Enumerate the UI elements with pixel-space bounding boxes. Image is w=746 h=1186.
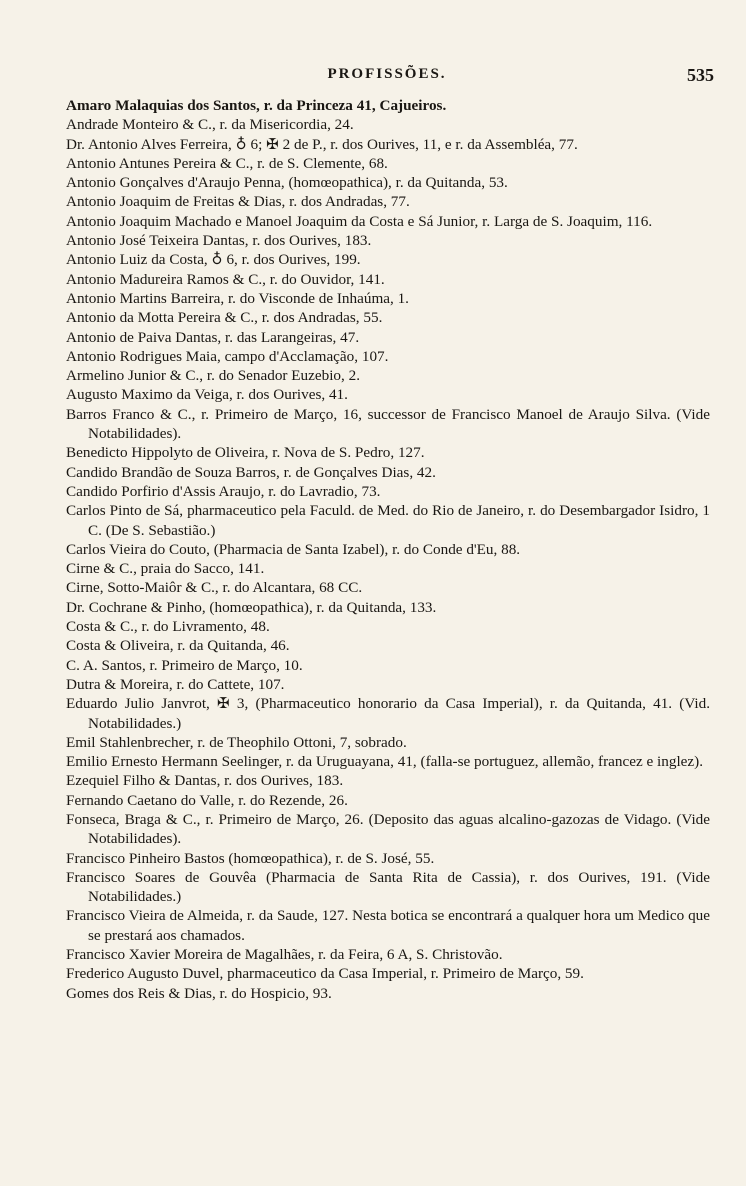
directory-entry: Antonio da Motta Pereira & C., r. dos Andradas, 55.: [66, 309, 383, 327]
directory-entry: Emilio Ernesto Hermann Seelinger, r. da Uruguayana, 41, (falla-se portuguez, allemão, francez e inglez).: [66, 753, 704, 771]
directory-entry: Antonio José Teixeira Dantas, r. dos Ourives, 183.: [66, 232, 372, 250]
directory-entry: C. A. Santos, r. Primeiro de Março, 10.: [66, 656, 303, 674]
directory-entry: Candido Porfirio d'Assis Araujo, r. do Lavradio, 73.: [66, 482, 381, 500]
directory-entry: Antonio Gonçalves d'Araujo Penna, (homœopathica), r. da Quitanda, 53.: [66, 174, 508, 192]
directory-entry: Cirne & C., praia do Sacco, 141.: [66, 560, 265, 578]
directory-entry: Emil Stahlenbrecher, r. de Theophilo Ottoni, 7, sobrado.: [66, 733, 407, 751]
directory-entry: Gomes dos Reis & Dias, r. do Hospicio, 93.: [66, 984, 332, 1002]
directory-entry: Dr. Cochrane & Pinho, (homœopathica), r. da Quitanda, 133.: [66, 598, 437, 616]
directory-entry: Carlos Pinto de Sá, pharmaceutico pela Faculd. de Med. do Rio de Janeiro, r. do Desembargador Isidro, 1 C. (De S. Sebastião.): [66, 502, 710, 539]
directory-entry: Frederico Augusto Duvel, pharmaceutico da Casa Imperial, r. Primeiro de Março, 59.: [66, 965, 584, 983]
directory-entry: Francisco Pinheiro Bastos (homœopathica), r. de S. José, 55.: [66, 849, 435, 867]
directory-entry: Amaro Malaquias dos Santos, r. da Princeza 41, Cajueiros.: [66, 97, 447, 114]
entry-list: [66, 96, 710, 1003]
page-header: [60, 66, 714, 88]
directory-entry: Dr. Antonio Alves Ferreira, ♁ 6; ✠ 2 de P., r. dos Ourives, 11, e r. da Assembléa, 77.: [66, 135, 578, 153]
directory-entry: Antonio Antunes Pereira & C., r. de S. Clemente, 68.: [66, 154, 388, 172]
directory-entry: Eduardo Julio Janvrot, ✠ 3, (Pharmaceutico honorario da Casa Imperial), r. da Quitanda, 41. (Vid. Notabilidades.): [66, 695, 710, 732]
directory-entry: Antonio Joaquim de Freitas & Dias, r. dos Andradas, 77.: [66, 193, 410, 211]
directory-entry: Antonio de Paiva Dantas, r. das Larangeiras, 47.: [66, 328, 360, 346]
directory-entry: Antonio Joaquim Machado e Manoel Joaquim da Costa e Sá Junior, r. Larga de S. Joaquim, 116.: [66, 212, 653, 230]
directory-entry: Francisco Vieira de Almeida, r. da Saude, 127. Nesta botica se encontrará a qualquer hora um Medico que se prestará aos chamados.: [66, 907, 710, 944]
directory-entry: Andrade Monteiro & C., r. da Misericordia, 24.: [66, 116, 354, 134]
page-title: PROFISSÕES.: [327, 66, 447, 82]
directory-entry: Carlos Vieira do Couto, (Pharmacia de Santa Izabel), r. do Conde d'Eu, 88.: [66, 540, 521, 558]
directory-entry: Costa & C., r. do Livramento, 48.: [66, 618, 270, 636]
directory-entry: Benedicto Hippolyto de Oliveira, r. Nova de S. Pedro, 127.: [66, 444, 425, 462]
directory-entry: Candido Brandão de Souza Barros, r. de Gonçalves Dias, 42.: [66, 463, 436, 481]
directory-entry: Armelino Junior & C., r. do Senador Euzebio, 2.: [66, 367, 361, 385]
directory-entry: Francisco Xavier Moreira de Magalhães, r. da Feira, 6 A, S. Christovão.: [66, 946, 503, 964]
directory-entry: Augusto Maximo da Veiga, r. dos Ourives, 41.: [66, 386, 348, 404]
directory-entry: Dutra & Moreira, r. do Cattete, 107.: [66, 675, 285, 693]
directory-entry: Ezequiel Filho & Dantas, r. dos Ourives, 183.: [66, 772, 344, 790]
page-number: 535: [687, 65, 714, 85]
directory-entry: Fernando Caetano do Valle, r. do Rezende, 26.: [66, 791, 348, 809]
directory-entry: Antonio Rodrigues Maia, campo d'Acclamação, 107.: [66, 347, 389, 365]
directory-entry: Fonseca, Braga & C., r. Primeiro de Março, 26. (Deposito das aguas alcalino-gazozas de Vidago. (Vide Notabilidades).: [66, 810, 710, 848]
directory-entry: Francisco Soares de Gouvêa (Pharmacia de Santa Rita de Cassia), r. dos Ourives, 191. (Vide Notabilidades.): [66, 868, 710, 906]
directory-entry: Antonio Martins Barreira, r. do Visconde de Inhaúma, 1.: [66, 289, 409, 307]
directory-entry: Barros Franco & C., r. Primeiro de Março, 16, successor de Francisco Manoel de Araujo Silva. (Vide Notabilidades).: [66, 405, 710, 443]
directory-entry: Cirne, Sotto-Maiôr & C., r. do Alcantara, 68 CC.: [66, 579, 363, 597]
directory-entry: Costa & Oliveira, r. da Quitanda, 46.: [66, 637, 290, 655]
directory-entry: Antonio Madureira Ramos & C., r. do Ouvidor, 141.: [66, 270, 385, 288]
directory-entry: Antonio Luiz da Costa, ♁ 6, r. dos Ourives, 199.: [66, 251, 361, 269]
